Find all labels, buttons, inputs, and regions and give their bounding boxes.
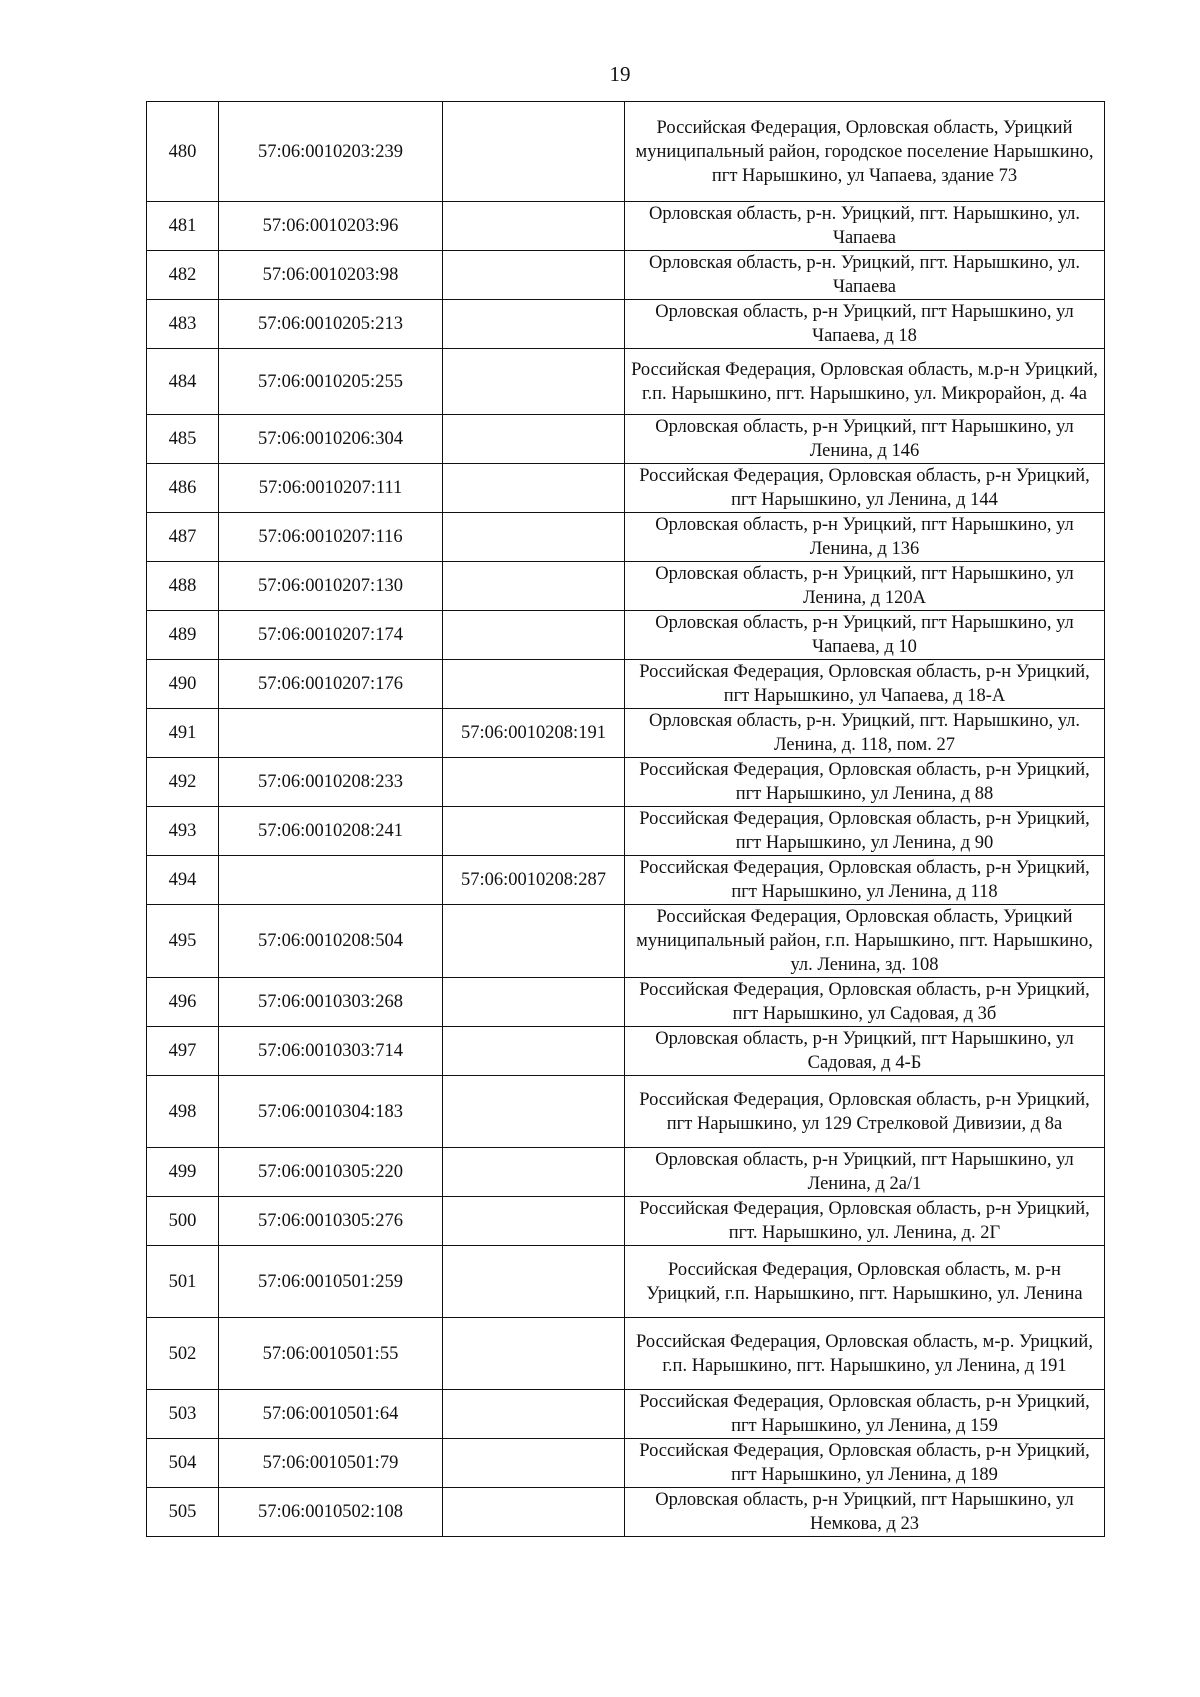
table-row <box>147 1390 1105 1439</box>
cadastral-number-cell: 57:06:0010208:233 <box>219 758 443 807</box>
cadastral-number-cell: 57:06:0010203:239 <box>219 102 443 202</box>
table-row <box>147 905 1105 978</box>
table-row <box>147 660 1105 709</box>
row-number-cell: 481 <box>147 202 219 251</box>
registry-table-body <box>147 102 1105 1537</box>
cadastral-number-alt-cell <box>443 1439 625 1488</box>
cadastral-number-cell: 57:06:0010502:108 <box>219 1488 443 1537</box>
row-number-cell: 486 <box>147 464 219 513</box>
cadastral-number-alt-cell <box>443 300 625 349</box>
cadastral-number-cell: 57:06:0010304:183 <box>219 1076 443 1148</box>
row-number-cell: 502 <box>147 1318 219 1390</box>
row-number-cell: 488 <box>147 562 219 611</box>
address-cell: Орловская область, р-н Урицкий, пгт Нарышкино, ул Ленина, д 120А <box>625 562 1105 611</box>
row-number-cell: 505 <box>147 1488 219 1537</box>
cadastral-number-cell: 57:06:0010203:96 <box>219 202 443 251</box>
row-number-cell: 480 <box>147 102 219 202</box>
cadastral-number-cell: 57:06:0010203:98 <box>219 251 443 300</box>
cadastral-number-cell: 57:06:0010207:111 <box>219 464 443 513</box>
address-cell: Орловская область, р-н. Урицкий, пгт. Нарышкино, ул. Ленина, д. 118, пом. 27 <box>625 709 1105 758</box>
cadastral-number-alt-cell <box>443 1197 625 1246</box>
row-number-cell: 504 <box>147 1439 219 1488</box>
cadastral-number-alt-cell <box>443 251 625 300</box>
cadastral-number-alt-cell <box>443 978 625 1027</box>
row-number-cell: 495 <box>147 905 219 978</box>
cadastral-number-alt-cell <box>443 1148 625 1197</box>
row-number-cell: 499 <box>147 1148 219 1197</box>
cadastral-number-alt-cell <box>443 102 625 202</box>
row-number-cell: 496 <box>147 978 219 1027</box>
address-cell: Орловская область, р-н Урицкий, пгт Нарышкино, ул Ленина, д 2а/1 <box>625 1148 1105 1197</box>
address-cell: Орловская область, р-н. Урицкий, пгт. Нарышкино, ул. Чапаева <box>625 202 1105 251</box>
address-cell: Российская Федерация, Орловская область, р-н Урицкий, пгт Нарышкино, ул Ленина, д 144 <box>625 464 1105 513</box>
address-cell: Российская Федерация, Орловская область, м-р. Урицкий, г.п. Нарышкино, пгт. Нарышкино, ул Ленина, д 191 <box>625 1318 1105 1390</box>
table-row <box>147 758 1105 807</box>
cadastral-number-alt-cell <box>443 1390 625 1439</box>
table-row <box>147 513 1105 562</box>
address-cell: Российская Федерация, Орловская область, р-н Урицкий, пгт Нарышкино, ул Ленина, д 118 <box>625 856 1105 905</box>
cadastral-number-cell: 57:06:0010207:116 <box>219 513 443 562</box>
table-row <box>147 1027 1105 1076</box>
row-number-cell: 492 <box>147 758 219 807</box>
cadastral-number-alt-cell <box>443 1246 625 1318</box>
table-row <box>147 1076 1105 1148</box>
row-number-cell: 490 <box>147 660 219 709</box>
address-cell: Орловская область, р-н Урицкий, пгт Нарышкино, ул Ленина, д 136 <box>625 513 1105 562</box>
cadastral-number-cell <box>219 709 443 758</box>
cadastral-number-cell: 57:06:0010207:176 <box>219 660 443 709</box>
address-cell: Российская Федерация, Орловская область, Урицкий муниципальный район, городское поселение Нарышкино, пгт Нарышкино, ул Чапаева, здание 73 <box>625 102 1105 202</box>
cadastral-number-alt-cell <box>443 1076 625 1148</box>
table-row <box>147 415 1105 464</box>
table-row <box>147 202 1105 251</box>
cadastral-number-cell <box>219 856 443 905</box>
row-number-cell: 501 <box>147 1246 219 1318</box>
address-cell: Орловская область, р-н Урицкий, пгт Нарышкино, ул Немкова, д 23 <box>625 1488 1105 1537</box>
row-number-cell: 500 <box>147 1197 219 1246</box>
table-row <box>147 709 1105 758</box>
cadastral-number-alt-cell <box>443 1027 625 1076</box>
cadastral-number-alt-cell <box>443 758 625 807</box>
cadastral-number-cell: 57:06:0010303:714 <box>219 1027 443 1076</box>
table-row <box>147 1318 1105 1390</box>
row-number-cell: 482 <box>147 251 219 300</box>
row-number-cell: 485 <box>147 415 219 464</box>
address-cell: Орловская область, р-н Урицкий, пгт Нарышкино, ул Чапаева, д 10 <box>625 611 1105 660</box>
cadastral-number-alt-cell <box>443 1488 625 1537</box>
registry-table <box>146 101 1105 1537</box>
address-cell: Орловская область, р-н Урицкий, пгт Нарышкино, ул Чапаева, д 18 <box>625 300 1105 349</box>
cadastral-number-cell: 57:06:0010501:79 <box>219 1439 443 1488</box>
page-number: 19 <box>609 62 631 86</box>
cadastral-number-cell: 57:06:0010207:130 <box>219 562 443 611</box>
cadastral-number-cell: 57:06:0010303:268 <box>219 978 443 1027</box>
cadastral-number-alt-cell: 57:06:0010208:191 <box>443 709 625 758</box>
table-row <box>147 1148 1105 1197</box>
cadastral-number-alt-cell <box>443 464 625 513</box>
table-row <box>147 464 1105 513</box>
table-row <box>147 349 1105 415</box>
table-row <box>147 611 1105 660</box>
table-row <box>147 1439 1105 1488</box>
row-number-cell: 483 <box>147 300 219 349</box>
table-row <box>147 1197 1105 1246</box>
row-number-cell: 497 <box>147 1027 219 1076</box>
row-number-cell: 503 <box>147 1390 219 1439</box>
row-number-cell: 484 <box>147 349 219 415</box>
cadastral-number-cell: 57:06:0010305:276 <box>219 1197 443 1246</box>
table-row <box>147 102 1105 202</box>
cadastral-number-alt-cell <box>443 611 625 660</box>
table-row <box>147 300 1105 349</box>
cadastral-number-alt-cell <box>443 807 625 856</box>
address-cell: Российская Федерация, Орловская область, м.р-н Урицкий, г.п. Нарышкино, пгт. Нарышкино, ул. Микрорайон, д. 4а <box>625 349 1105 415</box>
cadastral-number-cell: 57:06:0010208:504 <box>219 905 443 978</box>
address-cell: Российская Федерация, Орловская область, р-н Урицкий, пгт Нарышкино, ул Садовая, д 3б <box>625 978 1105 1027</box>
cadastral-number-cell: 57:06:0010208:241 <box>219 807 443 856</box>
cadastral-number-alt-cell <box>443 513 625 562</box>
cadastral-number-alt-cell: 57:06:0010208:287 <box>443 856 625 905</box>
table-row <box>147 856 1105 905</box>
cadastral-number-cell: 57:06:0010305:220 <box>219 1148 443 1197</box>
cadastral-number-alt-cell <box>443 562 625 611</box>
cadastral-number-cell: 57:06:0010206:304 <box>219 415 443 464</box>
address-cell: Российская Федерация, Орловская область, Урицкий муниципальный район, г.п. Нарышкино, пгт. Нарышкино, ул. Ленина, зд. 108 <box>625 905 1105 978</box>
address-cell: Российская Федерация, Орловская область, р-н Урицкий, пгт Нарышкино, ул Ленина, д 159 <box>625 1390 1105 1439</box>
table-row <box>147 978 1105 1027</box>
table-row <box>147 562 1105 611</box>
address-cell: Российская Федерация, Орловская область, р-н Урицкий, пгт Нарышкино, ул Ленина, д 90 <box>625 807 1105 856</box>
cadastral-number-cell: 57:06:0010205:255 <box>219 349 443 415</box>
cadastral-number-cell: 57:06:0010501:64 <box>219 1390 443 1439</box>
table-row <box>147 807 1105 856</box>
address-cell: Российская Федерация, Орловская область, р-н Урицкий, пгт. Нарышкино, ул. Ленина, д. 2Г <box>625 1197 1105 1246</box>
address-cell: Орловская область, р-н Урицкий, пгт Нарышкино, ул Ленина, д 146 <box>625 415 1105 464</box>
address-cell: Орловская область, р-н. Урицкий, пгт. Нарышкино, ул. Чапаева <box>625 251 1105 300</box>
row-number-cell: 493 <box>147 807 219 856</box>
cadastral-number-cell: 57:06:0010501:259 <box>219 1246 443 1318</box>
row-number-cell: 498 <box>147 1076 219 1148</box>
table-row <box>147 1246 1105 1318</box>
table-row <box>147 1488 1105 1537</box>
cadastral-number-cell: 57:06:0010207:174 <box>219 611 443 660</box>
cadastral-number-cell: 57:06:0010205:213 <box>219 300 443 349</box>
cadastral-number-alt-cell <box>443 415 625 464</box>
cadastral-number-alt-cell <box>443 1318 625 1390</box>
cadastral-number-alt-cell <box>443 349 625 415</box>
row-number-cell: 489 <box>147 611 219 660</box>
address-cell: Орловская область, р-н Урицкий, пгт Нарышкино, ул Садовая, д 4-Б <box>625 1027 1105 1076</box>
address-cell: Российская Федерация, Орловская область, р-н Урицкий, пгт Нарышкино, ул Ленина, д 88 <box>625 758 1105 807</box>
table-row <box>147 251 1105 300</box>
row-number-cell: 487 <box>147 513 219 562</box>
address-cell: Российская Федерация, Орловская область, м. р-н Урицкий, г.п. Нарышкино, пгт. Нарышкино, ул. Ленина <box>625 1246 1105 1318</box>
row-number-cell: 494 <box>147 856 219 905</box>
cadastral-number-alt-cell <box>443 905 625 978</box>
address-cell: Российская Федерация, Орловская область, р-н Урицкий, пгт Нарышкино, ул Ленина, д 189 <box>625 1439 1105 1488</box>
cadastral-number-alt-cell <box>443 660 625 709</box>
cadastral-number-alt-cell <box>443 202 625 251</box>
address-cell: Российская Федерация, Орловская область, р-н Урицкий, пгт Нарышкино, ул Чапаева, д 18-А <box>625 660 1105 709</box>
row-number-cell: 491 <box>147 709 219 758</box>
address-cell: Российская Федерация, Орловская область, р-н Урицкий, пгт Нарышкино, ул 129 Стрелковой Дивизии, д 8а <box>625 1076 1105 1148</box>
cadastral-number-cell: 57:06:0010501:55 <box>219 1318 443 1390</box>
